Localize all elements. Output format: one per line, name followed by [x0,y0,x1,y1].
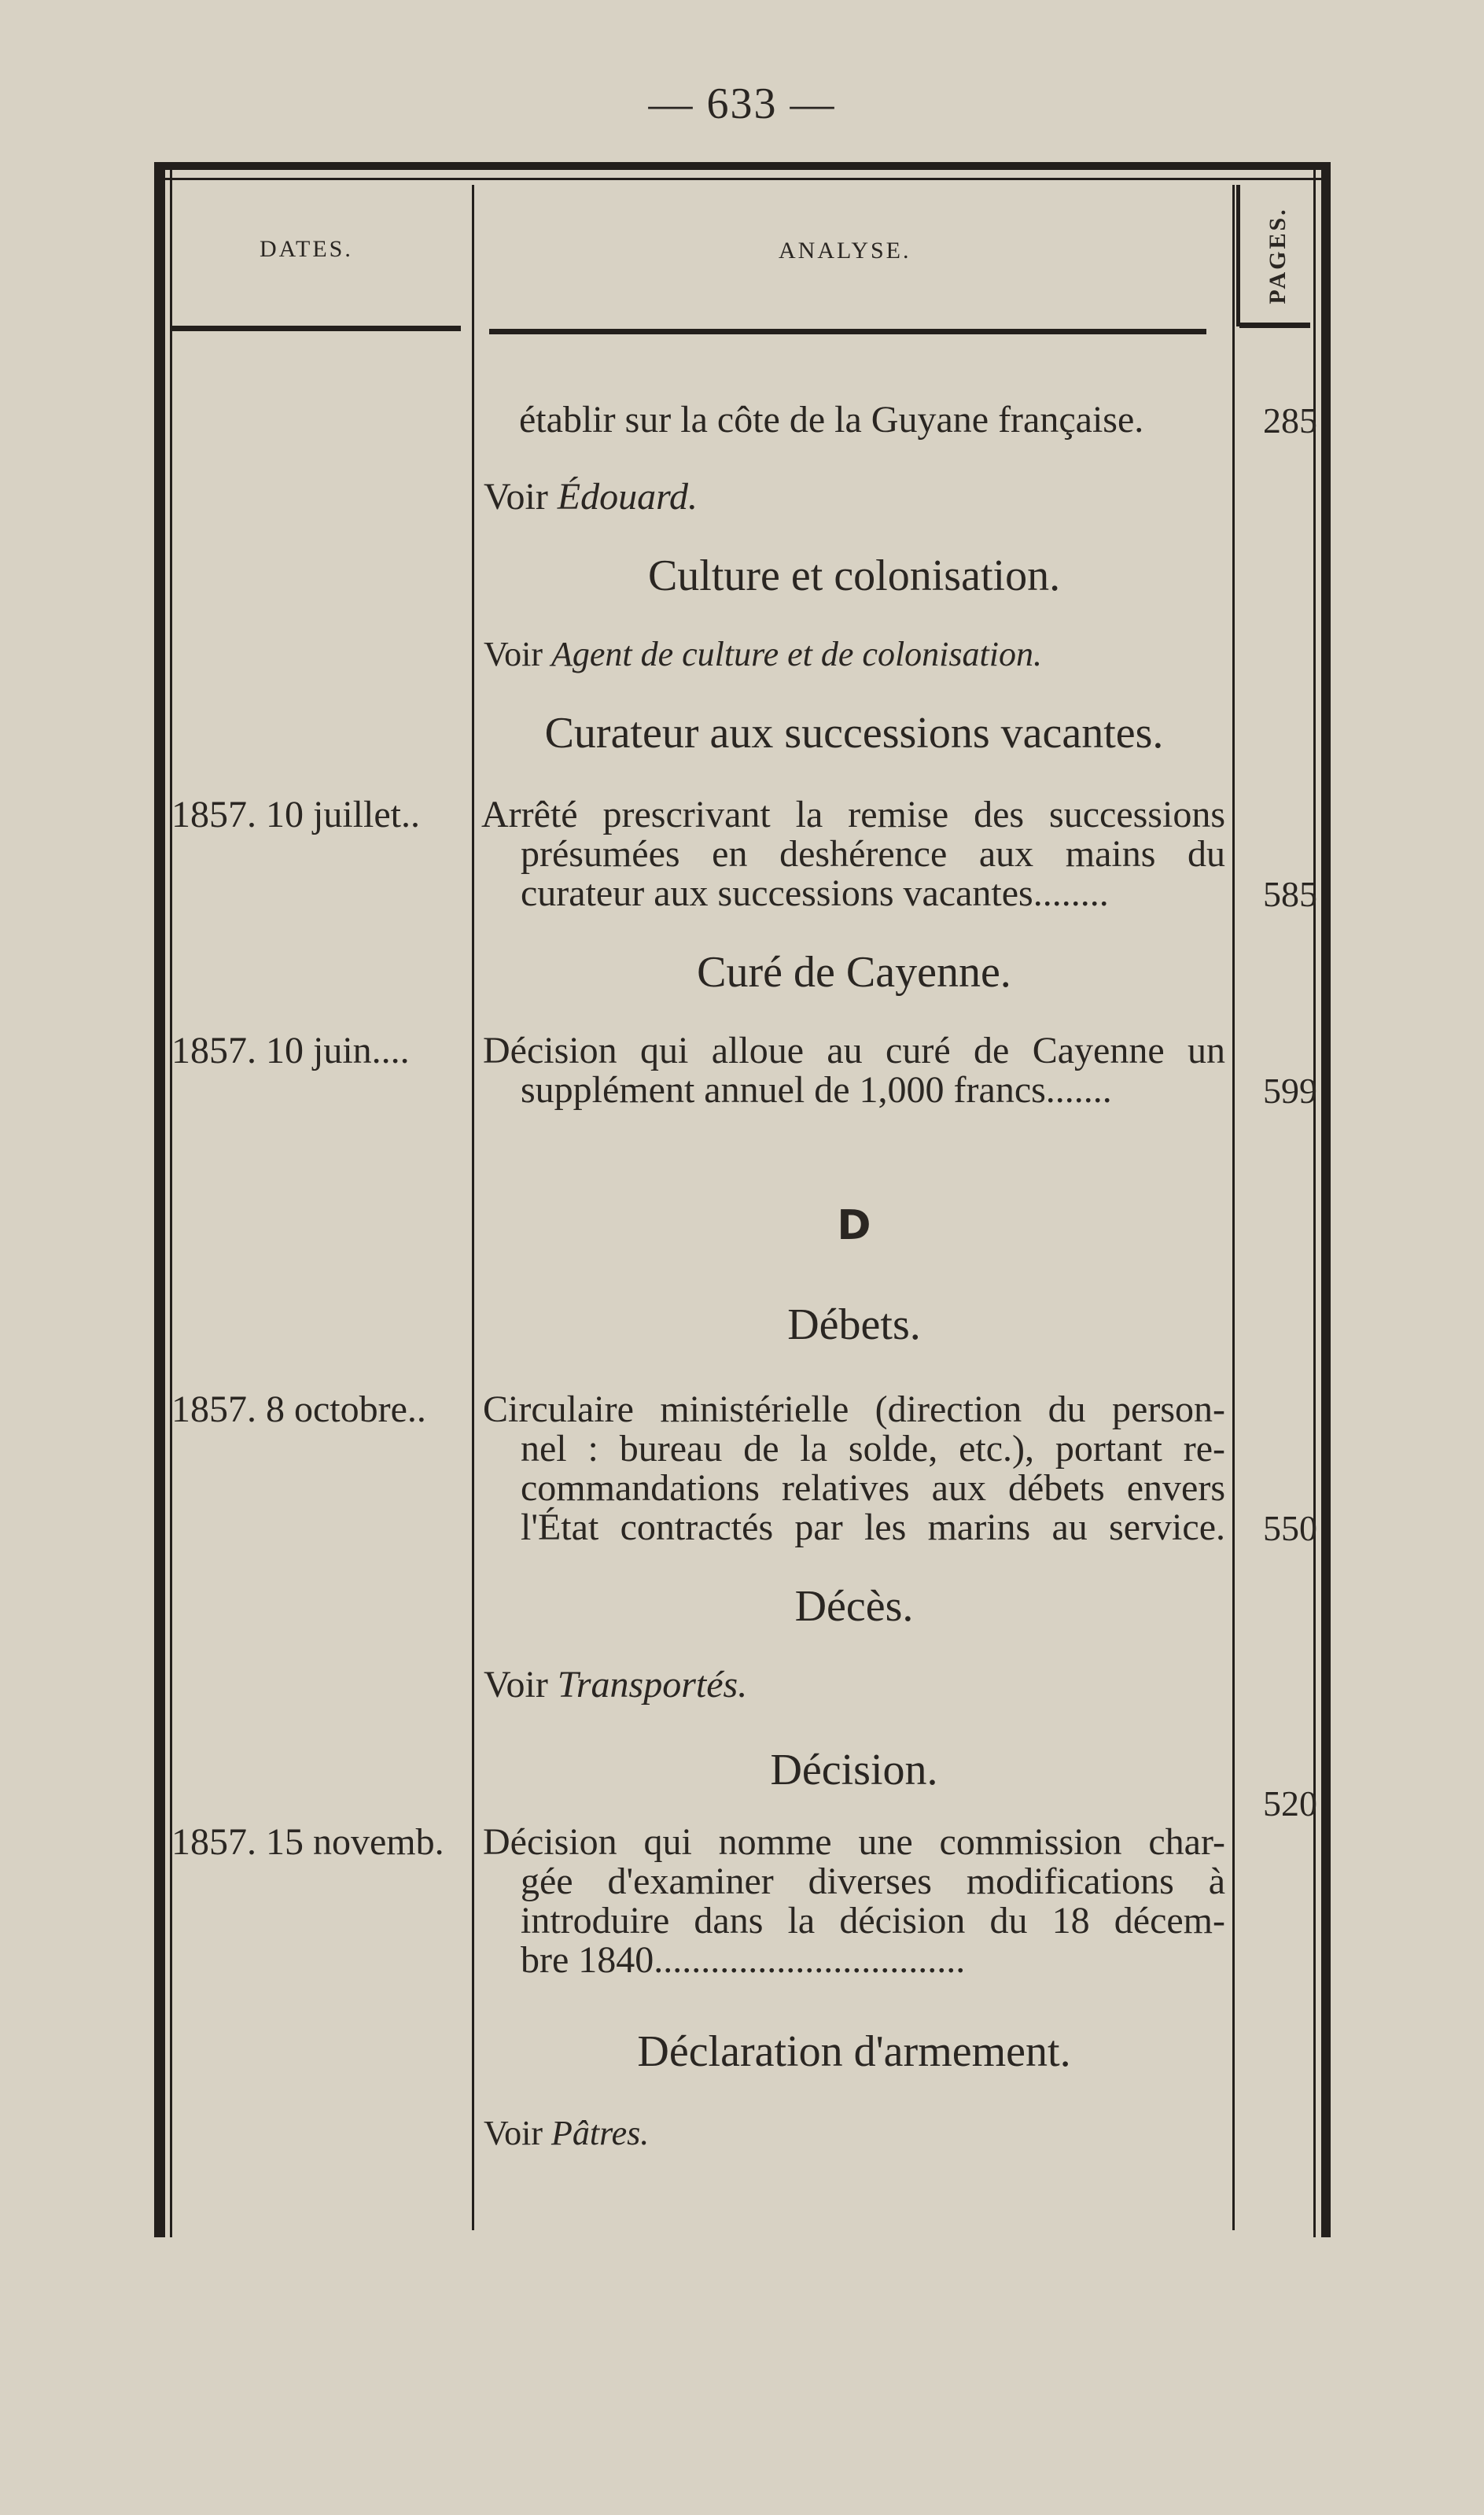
page-number: — 633 — [648,79,836,128]
see-also-transportes [484,1663,747,1706]
see-also-prefix: Voir [484,635,543,673]
heading-curateur: Curateur aux successions vacantes. [544,709,1164,758]
pages-header-bar [1236,185,1240,326]
header-underline-analyse [489,329,1206,334]
text-cure-line2: supplément annuel de 1,000 francs....... [521,1069,1112,1111]
text-curateur-line3: curateur aux successions vacantes........ [521,872,1109,914]
frame-right-inner-rule [1313,162,1316,2237]
heading-deces: Décès. [794,1582,914,1631]
text-curateur-line1: Arrêté prescrivant la remise des successions [481,794,1225,835]
see-also-ref: Transportés. [557,1664,748,1706]
text-decision-line4: bre 1840................................. [521,1939,966,1981]
page-ref-550: 550 [1263,1508,1317,1548]
section-letter-d: D [837,1202,871,1249]
header-underline-pages [1239,323,1310,328]
page-ref-520: 520 [1263,1783,1317,1824]
column-header-pages-label: PAGES. [1265,207,1291,304]
text-decision-line3: introduire dans la décision du 18 décem- [521,1900,1225,1942]
heading-declaration: Déclaration d'armement. [637,2027,1071,2076]
see-also-edouard [484,475,698,518]
column-header-dates: DATES. [260,236,353,262]
see-also-prefix: Voir [484,1664,548,1706]
date-decision: 1857. 15 novemb. [171,1821,444,1863]
text-cure-line1: Décision qui alloue au curé de Cayenne un [483,1030,1225,1071]
text-debets-line3: commandations relatives aux débets envers [521,1467,1225,1509]
text-curateur-line2: présumées en deshérence aux mains du [521,833,1225,875]
frame-left-inner-rule [170,162,172,2237]
date-curateur: 1857. 10 juillet.. [171,794,420,835]
text-decision-line1: Décision qui nomme une commission char- [483,1821,1225,1863]
see-also-ref: Agent de culture et de colonisation. [551,635,1042,673]
frame-top-rule [154,162,1331,170]
page-ref-599: 599 [1263,1071,1317,1111]
text-decision-line2: gée d'examiner diverses modifications à [521,1860,1225,1902]
see-also-prefix: Voir [484,2114,543,2152]
column-header-pages [1246,197,1309,315]
text-debets-line2: nel : bureau de la solde, etc.), portant re- [521,1428,1225,1470]
header-underline-dates [170,326,461,331]
frame-left-rule [154,162,165,2237]
date-cure: 1857. 10 juin.... [171,1030,410,1071]
frame-top-thin-rule [162,178,1326,180]
page-ref-585: 585 [1263,874,1317,914]
text-debets-line4: l'État contractés par les marins au service. [521,1506,1225,1548]
heading-culture: Culture et colonisation. [647,551,1061,600]
heading-cure: Curé de Cayenne. [697,948,1011,997]
column-divider-dates [472,185,474,2230]
see-also-prefix: Voir [484,476,548,518]
see-also-agent [484,634,1042,674]
see-also-patres [484,2113,649,2153]
see-also-ref: Édouard. [557,476,698,518]
date-debets: 1857. 8 octobre.. [171,1388,426,1430]
column-divider-pages [1232,185,1235,2230]
entry-continuation-line: établir sur la côte de la Guyane française. [519,399,1144,441]
heading-debets: Débets. [787,1300,921,1349]
heading-decision: Décision. [770,1746,938,1794]
see-also-ref: Pâtres. [551,2114,650,2152]
frame-right-rule [1321,162,1331,2237]
page-ref-285: 285 [1263,400,1317,441]
column-header-analyse: ANALYSE. [779,238,911,264]
text-debets-line1: Circulaire ministérielle (direction du person- [483,1388,1225,1430]
